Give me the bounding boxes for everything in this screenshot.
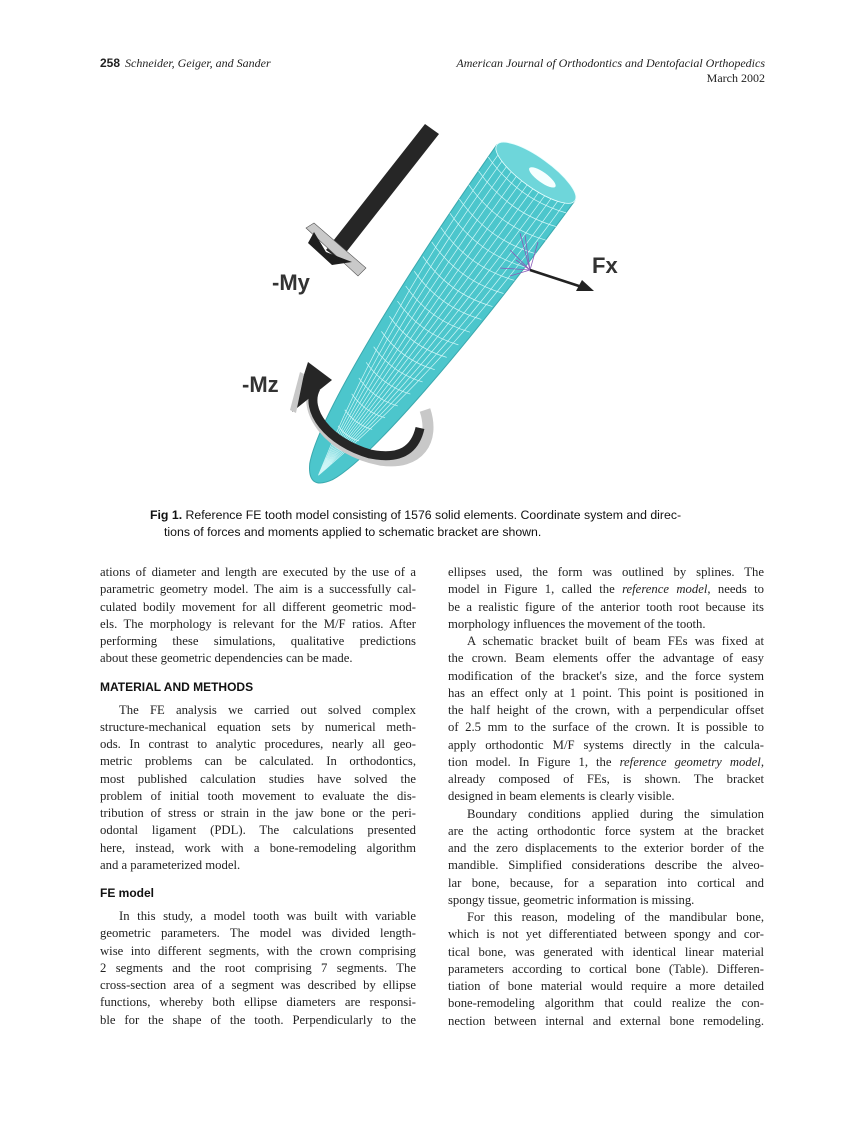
paragraph-line: mandible. Simplified considerations describe the alveo- xyxy=(448,858,764,873)
section-heading: MATERIAL AND METHODS xyxy=(100,679,254,694)
paragraph-line: the crown. Beam elements offer the advantage of easy xyxy=(448,651,764,666)
paragraph-line: ations of diameter and length are executed by the use of a xyxy=(100,565,416,579)
paragraph-line: parametric geometry model. The aim is a successfully cal- xyxy=(100,582,416,597)
figure-tooth-model xyxy=(220,110,640,490)
paragraph-line: and a parameterized model. xyxy=(100,857,241,872)
authors: Schneider, Geiger, and Sander xyxy=(125,56,271,70)
paragraph-line: problem of initial tooth movement to evaluate the dis- xyxy=(100,788,416,803)
paragraph-line: tribution of stress or strain in the jaw bone or the peri- xyxy=(100,806,416,820)
paragraph-line: cross-section area of a segment was described by ellipse xyxy=(100,978,416,992)
paragraph-line: A schematic bracket built of beam FEs was fixed at xyxy=(467,634,764,648)
paragraph-line: odontal ligament (PDL). The calculations presented xyxy=(100,823,416,838)
paragraph-line: els. The morphology is relevant for the M/F ratios. After xyxy=(100,616,416,631)
paragraph-line: lar bone, because, for a separation into cortical and xyxy=(448,875,764,890)
paragraph-line: morphology influences the movement of the tooth. xyxy=(448,616,706,631)
caption-text-2: tions of forces and moments applied to schematic bracket are shown. xyxy=(164,525,542,539)
paragraph-line: nection between internal and external bone remodeling. xyxy=(448,1013,764,1028)
label-my: -My xyxy=(272,270,310,295)
paragraph-line: structure-mechanical equation sets by numerical meth- xyxy=(100,719,416,734)
paragraph-line: tiation of bone material would require a more detailed xyxy=(448,979,764,993)
paragraph-line: culated bodily movement for all different geometric mod- xyxy=(100,599,416,614)
paragraph-line: and the zero displacements to the exterior border of the xyxy=(448,841,764,855)
running-header-right xyxy=(456,56,765,86)
paragraph-line: For this reason, modeling of the mandibular bone, xyxy=(467,910,764,924)
caption-text-1: Reference FE tooth model consisting of 1576 solid elements. Coordinate system and direc- xyxy=(182,508,682,522)
paragraph-line: which is not yet differentiated between spongy and cor- xyxy=(448,927,764,942)
paragraph-line: wise into different segments, with the crown comprising xyxy=(100,943,416,958)
paragraph-line: Boundary conditions applied during the simulation xyxy=(467,806,764,821)
my-moment-arrow xyxy=(306,124,439,276)
paragraph-line: ble for the shape of the tooth. Perpendicularly to the xyxy=(100,1012,416,1027)
issue-date: March 2002 xyxy=(706,71,765,85)
italic-term: reference model xyxy=(622,582,708,597)
paragraph-line: designed in beam elements is clearly visible. xyxy=(448,789,675,804)
label-fx: Fx xyxy=(592,253,618,278)
paragraph-line xyxy=(448,581,764,598)
paragraph-line: The FE analysis we carried out solved complex xyxy=(119,702,416,717)
paragraph-line: of 2.5 mm to the surface of the crown. It is possible to xyxy=(448,720,764,735)
paragraph-line: ods. In contrast to analytic procedures, nearly all geo- xyxy=(100,737,416,751)
paragraph-line: are the acting orthodontic force system at the bracket xyxy=(448,823,764,838)
paragraph-line: spongy tissue, geometric information is missing. xyxy=(448,892,695,907)
paragraph-line xyxy=(448,754,764,771)
paragraph-line: has an effect only at 1 point. This point is positioned in xyxy=(448,685,764,700)
label-mz: -Mz xyxy=(242,372,279,397)
running-header-left xyxy=(100,56,271,71)
text-segment: tion model. In Figure 1, the xyxy=(448,754,620,769)
fx-force-arrow xyxy=(530,270,594,291)
paragraph-line: about these geometric dependencies can be made. xyxy=(100,651,353,666)
paragraph-line: be a realistic figure of the anterior tooth root because its xyxy=(448,599,764,614)
paragraph-line: bone-remodeling algorithm that could realize the con- xyxy=(448,996,764,1011)
paragraph-line: parameters according to cortical bone (Table). Differen- xyxy=(448,961,764,976)
text-segment: , needs to xyxy=(707,582,764,597)
paragraph-line: modification of the bracket's size, and the force system xyxy=(448,668,764,683)
journal-title: American Journal of Orthodontics and Dentofacial Orthopedics xyxy=(456,56,765,70)
text-segment: model in Figure 1, called the xyxy=(448,582,623,597)
paragraph-line: In this study, a model tooth was built with variable xyxy=(119,909,416,923)
paragraph-line: 2 segments and the root comprising 7 segments. The xyxy=(100,960,416,975)
right-column xyxy=(448,564,764,1030)
paragraph-line: most published calculation studies have solved the xyxy=(100,771,416,786)
paragraph-line: metric problems can be calculated. In orthodontics, xyxy=(100,754,416,769)
figure-caption xyxy=(150,507,720,541)
paragraph-line: the half height of the crown, with a perpendicular offset xyxy=(448,703,764,717)
paragraph-line: geometric parameters. The model was divided length- xyxy=(100,926,416,941)
paragraph-line: here, instead, work with a bone-remodeling algorithm xyxy=(100,840,416,855)
paragraph-line: apply orthodontic M/F systems directly in the calcula- xyxy=(448,737,764,752)
italic-term: reference geometry model, xyxy=(619,754,764,769)
paragraph-line: ellipses used, the form was outlined by splines. The xyxy=(448,565,764,579)
paragraph-line: performing these simulations, qualitative predictions xyxy=(100,634,416,648)
section-heading: FE model xyxy=(100,886,155,900)
left-column xyxy=(100,564,416,1029)
page-number: 258 xyxy=(100,56,121,70)
paragraph-line: functions, whereby both ellipse diameters are responsi- xyxy=(100,995,416,1010)
paragraph-line: tical bone, was generated with identical linear material xyxy=(448,944,764,959)
caption-label: Fig 1. xyxy=(150,508,183,522)
paragraph-line: already composed of FEs, is shown. The bracket xyxy=(448,772,764,786)
